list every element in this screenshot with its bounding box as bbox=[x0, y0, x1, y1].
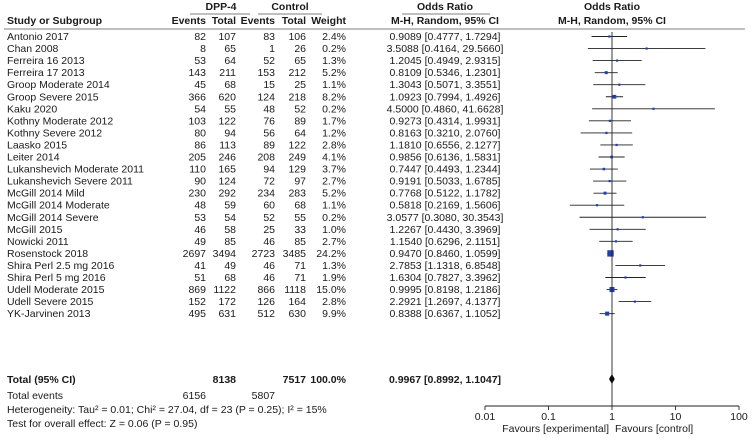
weight-value: 1.1% bbox=[322, 199, 346, 212]
total2-value: 55 bbox=[294, 211, 306, 224]
events2-value: 1 bbox=[269, 43, 275, 56]
point-estimate-marker bbox=[604, 192, 607, 195]
weight-value: 1.1% bbox=[322, 79, 346, 92]
weight-value: 9.9% bbox=[322, 308, 346, 321]
total2-value: 25 bbox=[294, 79, 306, 92]
or-ci-value: 0.8109 [0.5346, 1.2301] bbox=[389, 67, 501, 80]
study-row bbox=[7, 55, 501, 67]
point-estimate-marker bbox=[608, 35, 610, 37]
study-row bbox=[7, 272, 501, 284]
point-estimate-marker bbox=[615, 240, 617, 242]
events2-value: 48 bbox=[263, 103, 275, 116]
events2-value: 866 bbox=[257, 284, 275, 297]
study-row bbox=[7, 31, 501, 43]
study-row bbox=[7, 79, 501, 91]
events2-value: 72 bbox=[263, 175, 275, 188]
study-row bbox=[7, 284, 501, 296]
weight-value: 1.3% bbox=[322, 259, 346, 272]
total2-value: 71 bbox=[294, 259, 306, 272]
study-name: Udell Severe 2015 bbox=[7, 296, 94, 309]
events2-value: 25 bbox=[263, 223, 275, 236]
total2-value: 26 bbox=[294, 43, 306, 56]
total2-value: 7517 bbox=[282, 374, 306, 386]
total-or-ci: 0.9967 [0.8992, 1.1047] bbox=[388, 374, 502, 386]
study-name: Shira Perl 2.5 mg 2016 bbox=[7, 259, 115, 272]
events1-value: 41 bbox=[194, 259, 206, 272]
total2-value: 122 bbox=[288, 139, 306, 152]
study-row bbox=[7, 115, 501, 127]
favours-left-label: Favours [experimental] bbox=[502, 423, 609, 435]
total2-value: 33 bbox=[294, 223, 306, 236]
weight-value: 4.1% bbox=[322, 151, 346, 164]
events1-value: 48 bbox=[194, 199, 206, 212]
events2-value: 126 bbox=[257, 296, 275, 309]
study-row bbox=[7, 67, 501, 79]
point-estimate-marker bbox=[652, 108, 654, 110]
total1-value: 107 bbox=[218, 31, 236, 43]
forest-panel bbox=[475, 32, 748, 435]
study-name: Groop Severe 2015 bbox=[7, 91, 99, 104]
total2-value: 630 bbox=[288, 308, 306, 321]
summary-footer bbox=[7, 390, 327, 430]
weight-value: 2.8% bbox=[322, 139, 346, 152]
total1-value: 113 bbox=[219, 139, 236, 152]
events2-value: 83 bbox=[263, 31, 275, 43]
weight-value: 0.2% bbox=[322, 43, 346, 56]
study-name: Lukanshevich Moderate 2011 bbox=[7, 163, 144, 176]
total1-value: 211 bbox=[219, 67, 236, 80]
total1-value: 65 bbox=[224, 43, 236, 56]
group1-label: DPP-4 bbox=[205, 1, 237, 13]
total1-value: 620 bbox=[218, 91, 236, 104]
or-ci-value: 1.0923 [0.7994, 1.4926] bbox=[389, 91, 501, 104]
study-row bbox=[7, 176, 501, 188]
study-name: Chan 2008 bbox=[7, 43, 59, 56]
events2-header: Events bbox=[240, 15, 275, 27]
total1-value: 165 bbox=[218, 163, 236, 176]
total1-value: 55 bbox=[224, 103, 236, 116]
events1-value: 82 bbox=[194, 31, 206, 43]
total2-value: 64 bbox=[294, 127, 306, 140]
events2-value: 52 bbox=[263, 211, 275, 224]
events2-value: 46 bbox=[263, 235, 275, 248]
study-name: Kothny Moderate 2012 bbox=[7, 115, 114, 128]
point-estimate-marker bbox=[615, 144, 617, 146]
study-row bbox=[7, 127, 501, 139]
or-ci-value: 0.8163 [0.3210, 2.0760] bbox=[389, 127, 501, 140]
point-estimate-marker bbox=[646, 47, 648, 49]
events1-value: 90 bbox=[194, 175, 206, 188]
study-row bbox=[7, 103, 503, 115]
tick-label: 0.1 bbox=[541, 411, 556, 423]
study-row bbox=[7, 296, 501, 308]
events2-value: 512 bbox=[257, 308, 275, 321]
study-row bbox=[7, 139, 501, 151]
total2-value: 52 bbox=[294, 103, 306, 116]
weight-value: 2.4% bbox=[322, 31, 346, 43]
weight-value: 3.7% bbox=[322, 163, 346, 176]
total2-value: 68 bbox=[294, 199, 306, 212]
total-events1: 6156 bbox=[182, 390, 206, 402]
total2-value: 218 bbox=[288, 91, 306, 104]
total-row bbox=[7, 374, 501, 386]
or-ci-value: 0.9856 [0.6136, 1.5831] bbox=[389, 151, 501, 164]
or-ci-value: 1.3043 [0.5071, 3.3551] bbox=[389, 79, 501, 92]
events2-value: 89 bbox=[263, 139, 275, 152]
weight-value: 2.7% bbox=[322, 235, 346, 248]
weight-value: 1.0% bbox=[322, 223, 346, 236]
study-name: Groop Moderate 2014 bbox=[7, 79, 110, 92]
study-name: Nowicki 2011 bbox=[7, 235, 69, 248]
point-estimate-marker bbox=[609, 180, 611, 182]
total2-value: 164 bbox=[288, 296, 306, 309]
study-row bbox=[7, 212, 503, 224]
or-ci-value: 1.1540 [0.6296, 2.1151] bbox=[389, 235, 501, 248]
weight-value: 1.2% bbox=[322, 127, 346, 140]
events2-value: 208 bbox=[257, 151, 275, 164]
total1-value: 172 bbox=[218, 296, 236, 309]
tick-label: 0.01 bbox=[474, 411, 496, 423]
tick-label: 1 bbox=[609, 411, 615, 423]
events1-value: 51 bbox=[194, 272, 206, 284]
events1-value: 143 bbox=[188, 67, 206, 80]
or-ci-value: 0.9470 [0.8460, 1.0599] bbox=[389, 247, 501, 260]
point-estimate-marker bbox=[603, 168, 606, 171]
weight-header: Weight bbox=[311, 15, 346, 27]
events1-header: Events bbox=[171, 15, 206, 27]
events2-value: 52 bbox=[263, 55, 275, 68]
study-row bbox=[7, 200, 501, 212]
point-estimate-marker bbox=[642, 216, 644, 218]
overall-effect-text: Test for overall effect: Z = 0.06 (P = 0.95) bbox=[7, 418, 198, 430]
events1-value: 2697 bbox=[182, 247, 206, 260]
total-label: Total (95% CI) bbox=[7, 374, 76, 386]
total-weight: 100.0% bbox=[310, 374, 346, 386]
point-estimate-marker bbox=[639, 264, 641, 266]
events1-value: 103 bbox=[188, 115, 206, 128]
point-estimate-marker bbox=[613, 95, 617, 99]
favours-right-label: Favours [control] bbox=[615, 423, 694, 435]
study-row bbox=[7, 152, 501, 164]
weight-value: 0.2% bbox=[322, 103, 346, 116]
total2-header: Total bbox=[281, 15, 306, 27]
or-column-title: Odds Ratio bbox=[416, 1, 474, 13]
or-ci-value: 1.1810 [0.6556, 2.1277] bbox=[389, 139, 501, 152]
study-name: McGill 2015 bbox=[7, 223, 63, 236]
total1-value: 122 bbox=[218, 115, 236, 128]
events1-value: 205 bbox=[188, 151, 206, 164]
study-row bbox=[7, 248, 501, 260]
total2-value: 1118 bbox=[284, 284, 306, 297]
total1-value: 54 bbox=[224, 211, 236, 224]
or-ci-value: 0.8388 [0.6367, 1.1052] bbox=[389, 308, 501, 321]
study-name: Kothny Severe 2012 bbox=[7, 127, 103, 140]
study-name: Udell Moderate 2015 bbox=[7, 284, 105, 297]
total1-value: 68 bbox=[224, 272, 236, 284]
total1-value: 3494 bbox=[212, 247, 236, 260]
or-ci-value: 0.9273 [0.4314, 1.9931] bbox=[389, 115, 501, 128]
total2-value: 212 bbox=[288, 67, 306, 80]
study-rows bbox=[7, 31, 503, 386]
or-ci-value: 0.7768 [0.5122, 1.1782] bbox=[389, 187, 501, 200]
total1-value: 1122 bbox=[213, 284, 236, 297]
total1-value: 64 bbox=[224, 55, 236, 68]
or-method-header: M-H, Random, 95% CI bbox=[391, 15, 499, 27]
weight-value: 0.2% bbox=[322, 211, 346, 224]
events1-value: 49 bbox=[194, 235, 206, 248]
events1-value: 45 bbox=[194, 79, 206, 92]
events2-value: 94 bbox=[263, 163, 275, 176]
events2-value: 60 bbox=[263, 199, 275, 212]
total1-value: 58 bbox=[224, 223, 236, 236]
total2-value: 106 bbox=[288, 31, 306, 43]
weight-value: 5.2% bbox=[322, 187, 346, 200]
events2-value: 76 bbox=[263, 115, 275, 128]
study-row bbox=[7, 91, 501, 103]
study-row bbox=[7, 260, 501, 272]
total2-value: 71 bbox=[294, 272, 306, 284]
total1-value: 124 bbox=[218, 175, 236, 188]
total1-value: 246 bbox=[218, 151, 236, 164]
or-ci-value: 0.9089 [0.4777, 1.7294] bbox=[389, 31, 501, 43]
table-headers bbox=[4, 1, 745, 29]
point-estimate-marker bbox=[618, 84, 620, 86]
point-estimate-marker bbox=[617, 228, 619, 230]
or-ci-value: 1.2267 [0.4430, 3.3969] bbox=[389, 223, 501, 236]
point-estimate-marker bbox=[596, 204, 598, 206]
study-name: Antonio 2017 bbox=[7, 31, 69, 43]
events1-value: 86 bbox=[194, 139, 206, 152]
events2-value: 124 bbox=[257, 91, 275, 104]
total2-value: 65 bbox=[294, 55, 306, 68]
or-ci-value: 2.7853 [1.1318, 6.8548] bbox=[389, 259, 501, 272]
point-estimate-marker bbox=[607, 250, 613, 256]
study-name: McGill 2014 Mild bbox=[7, 187, 85, 200]
total1-value: 8138 bbox=[212, 374, 236, 386]
total1-value: 85 bbox=[224, 235, 236, 248]
weight-value: 2.8% bbox=[322, 296, 346, 309]
total-events-label: Total events bbox=[7, 390, 64, 402]
tick-label: 100 bbox=[730, 411, 748, 423]
total1-value: 292 bbox=[218, 187, 236, 200]
events1-value: 869 bbox=[188, 284, 206, 297]
events1-value: 53 bbox=[194, 55, 206, 68]
study-row bbox=[7, 164, 501, 176]
study-name: McGill 2014 Severe bbox=[7, 211, 99, 224]
events2-value: 56 bbox=[263, 127, 275, 140]
x-axis bbox=[475, 406, 748, 435]
total1-value: 631 bbox=[218, 308, 236, 321]
plot-method-header: M-H, Random, 95% CI bbox=[558, 15, 666, 27]
study-row bbox=[7, 188, 501, 200]
or-ci-value: 0.7447 [0.4493, 1.2344] bbox=[389, 163, 501, 176]
study-name: Kaku 2020 bbox=[7, 103, 58, 116]
events2-value: 153 bbox=[257, 67, 275, 80]
or-ci-value: 0.9191 [0.5033, 1.6785] bbox=[389, 175, 501, 188]
weight-value: 1.3% bbox=[322, 55, 346, 68]
study-row bbox=[7, 224, 501, 236]
point-estimate-marker bbox=[634, 301, 636, 303]
point-estimate-marker bbox=[605, 312, 609, 316]
or-ci-value: 4.5000 [0.4860, 41.6628] bbox=[386, 103, 504, 116]
total1-value: 68 bbox=[224, 79, 236, 92]
events1-value: 110 bbox=[189, 163, 206, 176]
events2-value: 15 bbox=[263, 79, 275, 92]
point-estimate-marker bbox=[605, 132, 607, 134]
or-ci-value: 1.6304 [0.7827, 3.3962] bbox=[389, 272, 501, 284]
point-estimate-marker bbox=[616, 60, 618, 62]
study-header: Study or Subgroup bbox=[7, 15, 103, 27]
total1-header: Total bbox=[211, 15, 236, 27]
weight-value: 2.7% bbox=[322, 175, 346, 188]
or-ci-value: 1.2045 [0.4949, 2.9315] bbox=[389, 55, 501, 68]
events1-value: 366 bbox=[188, 91, 206, 104]
or-ci-value: 3.0577 [0.3080, 30.3543] bbox=[386, 211, 504, 224]
study-name: McGill 2014 Moderate bbox=[7, 199, 110, 212]
total2-value: 89 bbox=[294, 115, 306, 128]
events2-value: 234 bbox=[257, 187, 275, 200]
total-events2: 5807 bbox=[251, 390, 275, 402]
study-name: YK-Jarvinen 2013 bbox=[7, 308, 91, 321]
events1-value: 152 bbox=[188, 296, 206, 309]
total2-value: 97 bbox=[294, 175, 306, 188]
events2-value: 46 bbox=[263, 259, 275, 272]
total2-value: 129 bbox=[288, 163, 306, 176]
total2-value: 249 bbox=[288, 151, 306, 164]
study-name: Leiter 2014 bbox=[7, 151, 60, 164]
events1-value: 80 bbox=[194, 127, 206, 140]
group2-label: Control bbox=[271, 1, 309, 13]
weight-value: 8.2% bbox=[322, 91, 346, 104]
study-name: Lukanshevich Severe 2011 bbox=[7, 175, 133, 188]
total1-value: 59 bbox=[224, 199, 236, 212]
study-name: Ferreira 16 2013 bbox=[7, 55, 85, 68]
study-name: Ferreira 17 2013 bbox=[7, 67, 85, 80]
or-ci-value: 0.5818 [0.2169, 1.5606] bbox=[389, 199, 501, 212]
events1-value: 230 bbox=[188, 187, 206, 200]
total1-value: 94 bbox=[224, 127, 236, 140]
tick-label: 10 bbox=[669, 411, 682, 423]
events2-value: 2723 bbox=[251, 247, 275, 260]
plot-title: Odds Ratio bbox=[583, 1, 641, 13]
point-estimate-marker bbox=[609, 120, 611, 122]
total2-value: 3485 bbox=[282, 247, 306, 260]
weight-value: 15.0% bbox=[316, 284, 346, 297]
heterogeneity-text: Heterogeneity: Tau² = 0.01; Chi² = 27.04, df = 23 (P = 0.25); I² = 15% bbox=[7, 404, 327, 416]
weight-value: 24.2% bbox=[316, 247, 346, 260]
events1-value: 495 bbox=[188, 308, 206, 321]
events1-value: 8 bbox=[200, 43, 206, 56]
weight-value: 1.9% bbox=[322, 272, 346, 284]
study-name: Rosenstock 2018 bbox=[7, 247, 89, 260]
study-row bbox=[7, 43, 503, 55]
study-row bbox=[7, 308, 501, 320]
events1-value: 54 bbox=[194, 103, 206, 116]
total2-value: 283 bbox=[288, 187, 306, 200]
events1-value: 46 bbox=[194, 223, 206, 236]
total1-value: 49 bbox=[224, 259, 236, 272]
weight-value: 5.2% bbox=[322, 67, 346, 80]
events2-value: 46 bbox=[263, 272, 275, 284]
study-name: Laasko 2015 bbox=[7, 139, 68, 152]
study-row bbox=[7, 236, 500, 248]
study-name: Shira Perl 5 mg 2016 bbox=[7, 272, 106, 284]
events1-value: 53 bbox=[194, 211, 206, 224]
weight-value: 1.7% bbox=[322, 115, 346, 128]
or-ci-value: 2.2921 [1.2697, 4.1377] bbox=[389, 296, 501, 309]
point-estimate-marker bbox=[624, 276, 626, 278]
or-ci-value: 3.5088 [0.4164, 29.5660] bbox=[386, 43, 504, 56]
or-ci-value: 0.9995 [0.8198, 1.2186] bbox=[389, 284, 501, 297]
point-estimate-marker bbox=[605, 71, 608, 74]
total2-value: 85 bbox=[294, 235, 306, 248]
